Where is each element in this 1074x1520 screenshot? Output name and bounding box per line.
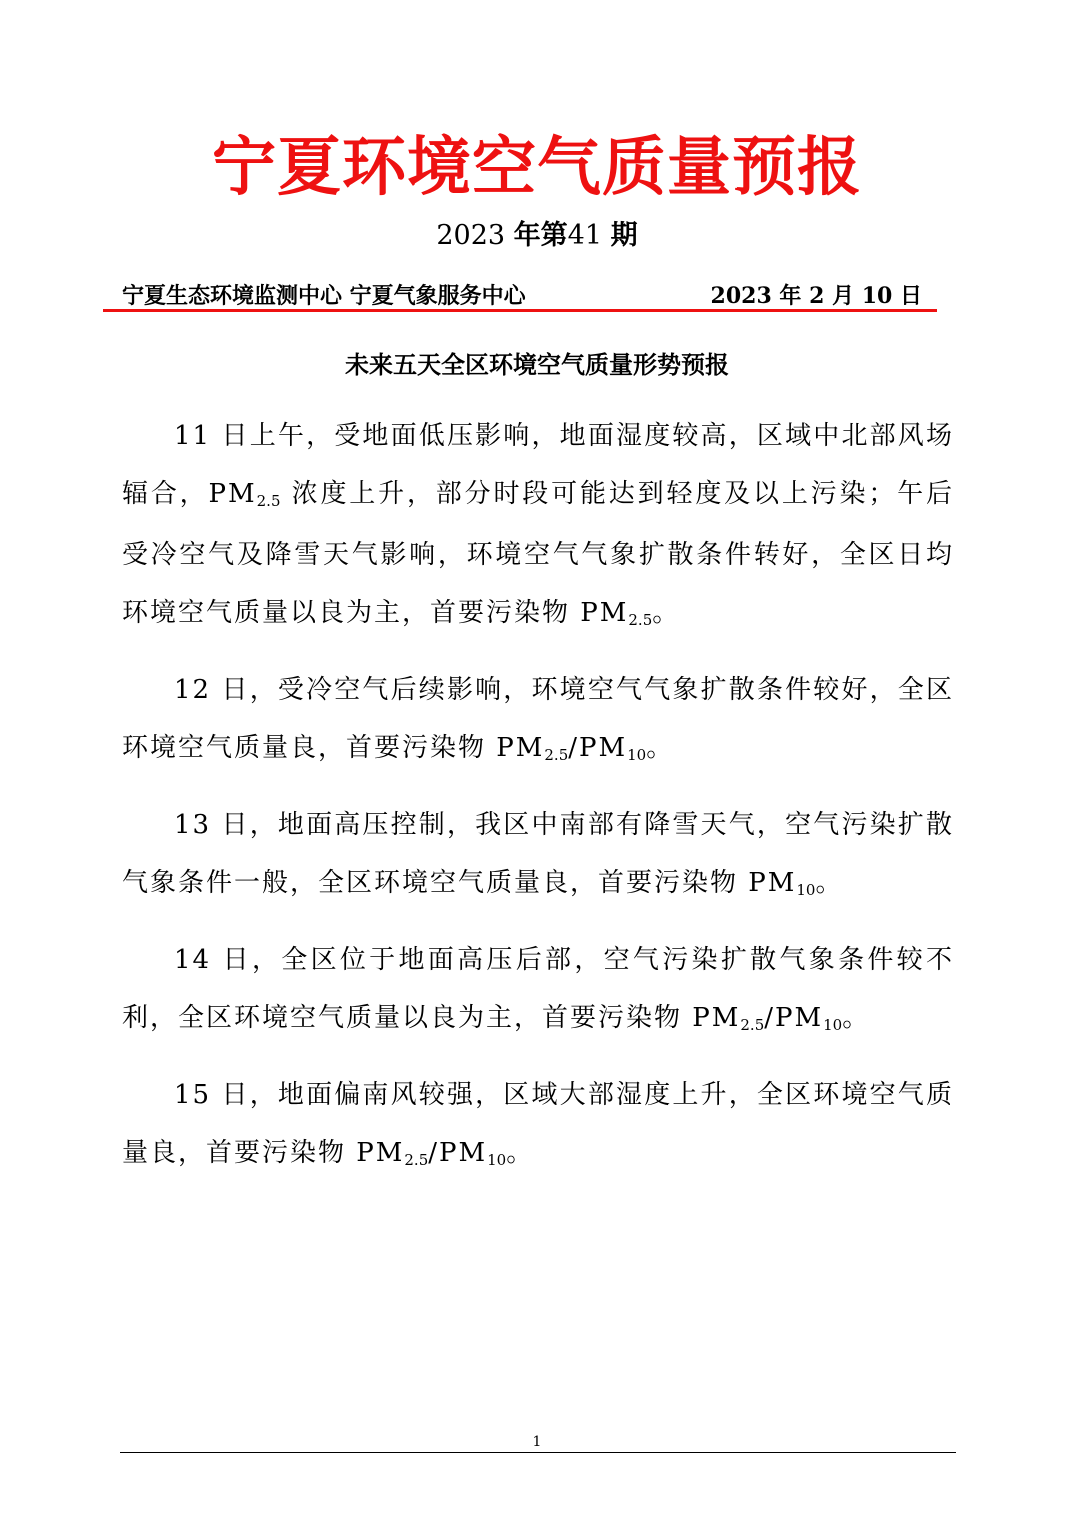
footer-rule — [120, 1452, 956, 1453]
issue-suffix: 期 — [610, 220, 638, 251]
paragraph-text: 15 日，地面偏南风较强，区域大部湿度上升，全区环境空气质量良，首要污染物 PM — [122, 1080, 954, 1168]
forecast-paragraph-day-11 — [122, 407, 954, 645]
issue-date: 2023 年 2 月 10 日 — [710, 283, 922, 309]
issue-year: 2023 — [436, 220, 506, 251]
paragraph-text: 。 — [842, 1003, 871, 1033]
issuing-agencies: 宁夏生态环境监测中心 宁夏气象服务中心 — [122, 283, 526, 309]
paragraph-text: /PM — [764, 1003, 824, 1033]
paragraph-text: 。 — [815, 868, 844, 898]
paragraph-text: 14 日，全区位于地面高压后部，空气污染扩散气象条件较不利，全区环境空气质量以良为主，首要污染物 PM — [122, 945, 954, 1033]
subscript: 10 — [627, 746, 647, 764]
forecast-paragraph-day-14 — [122, 931, 954, 1050]
subscript: 10 — [823, 1016, 843, 1034]
section-title: 未来五天全区环境空气质量形势预报 — [345, 350, 729, 379]
subscript: 2.5 — [740, 1016, 765, 1034]
paragraph-text: 。 — [652, 598, 681, 628]
subscript: 10 — [796, 881, 816, 899]
subscript: 2.5 — [404, 1151, 429, 1169]
subscript: 2.5 — [628, 611, 653, 629]
subscript: 2.5 — [544, 746, 569, 764]
forecast-paragraph-day-12 — [122, 661, 954, 780]
issue-number-line — [0, 218, 1074, 254]
issue-number: 41 — [567, 220, 603, 251]
masthead-title: 宁夏环境空气质量预报 — [212, 131, 862, 205]
paragraph-text: /PM — [428, 1138, 488, 1168]
paragraph-text: 13 日，地面高压控制，我区中南部有降雪天气，空气污染扩散气象条件一般，全区环境空气质量良，首要污染物 PM — [122, 810, 954, 898]
forecast-paragraph-day-15 — [122, 1066, 954, 1185]
forecast-paragraph-day-13 — [122, 796, 954, 915]
paragraph-text: 。 — [646, 733, 675, 763]
issuer-row — [122, 279, 922, 313]
forecast-body — [122, 407, 954, 1201]
subscript: 10 — [487, 1151, 507, 1169]
paragraph-text: /PM — [568, 733, 628, 763]
issue-year-suffix: 年第 — [513, 220, 568, 251]
paragraph-text: 12 日，受冷空气后续影响，环境空气气象扩散条件较好，全区环境空气质量良，首要污染物 PM — [122, 675, 954, 763]
paragraph-text: 浓度上升，部分时段可能达到轻度及以上污染；午后受冷空气及降雪天气影响，环境空气气象扩散条件转好，全区日均环境空气质量以良为主，首要污染物 PM — [122, 479, 955, 628]
page-number: 1 — [532, 1434, 542, 1450]
paragraph-text: 11 日上午，受地面低压影响，地面湿度较高，区域中北部风场辐合，PM — [122, 421, 954, 509]
paragraph-text: 。 — [506, 1138, 535, 1168]
subscript: 2.5 — [256, 492, 281, 510]
red-separator-rule — [103, 309, 937, 312]
